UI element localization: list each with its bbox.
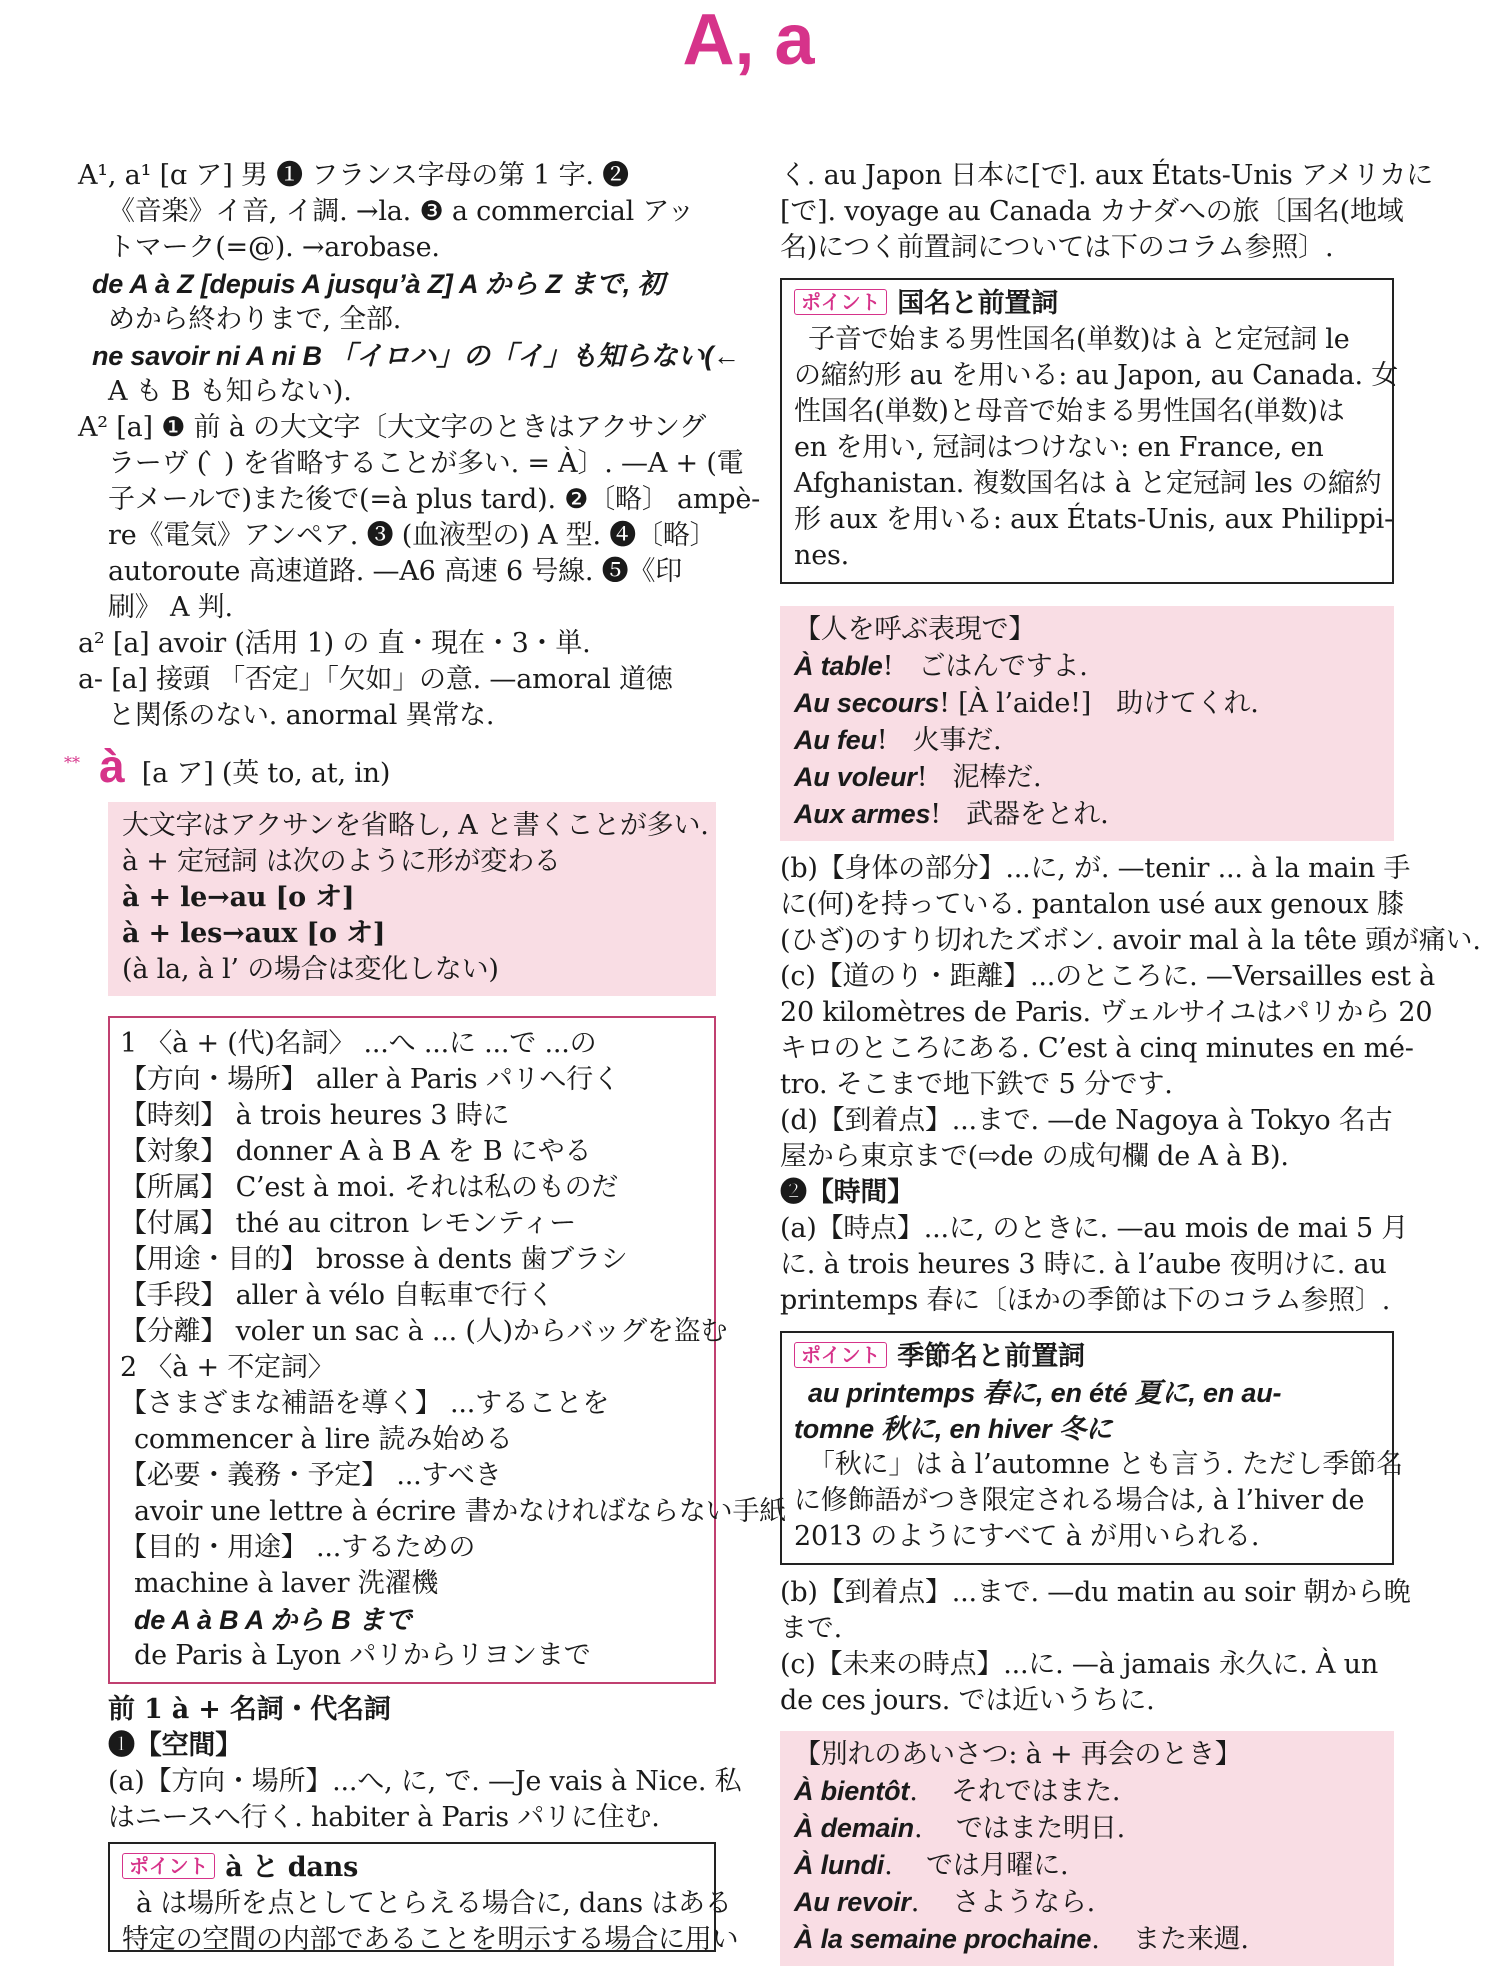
call-row [794, 685, 1380, 722]
call-meaning: 火事だ. [912, 725, 1002, 756]
farewell-meaning: それではまた. [951, 1776, 1121, 1807]
phrase-ne-savoir: ne savoir ni A ni B 「イロハ」の「イ」も知らない(← [92, 341, 740, 371]
usage-line: 2 〈à + 不定詞〉 [120, 1352, 335, 1383]
call-expressions-box [780, 606, 1394, 841]
call-phrase: Au voleur [794, 762, 917, 792]
note-line: à + le→au [o オ] [122, 882, 355, 913]
call-phrase: Au secours [794, 688, 940, 718]
page-title: A, a [682, 0, 815, 80]
point-header [794, 286, 1380, 322]
note-line: à + les→aux [o オ] [122, 918, 386, 949]
call-phrase: À table [794, 651, 883, 681]
call-meaning: 助けてくれ. [1116, 688, 1259, 719]
entry-a2-line-2: ラーヴ ( ̀ ) を省略することが多い. = À〕. —A + (電 [108, 448, 744, 479]
farewell-row: À lundi. では月曜に. [794, 1850, 1069, 1881]
sense-line: (c)【未来の時点】...に. —à jamais 永久に. À un [780, 1649, 1379, 1680]
farewell-title: 【別れのあいさつ: à + 再会のとき】 [794, 1739, 1242, 1770]
call-meaning: ごはんですよ. [918, 651, 1088, 682]
usage-line: 【対象】 donner A à B A を B にやる [120, 1136, 592, 1167]
farewell-phrase: À bientôt [794, 1776, 910, 1806]
note-line: à + 定冠詞 は次のように形が変わる [122, 846, 561, 877]
usage-line: avoir une lettre à écrire 書かなければならない手紙 [134, 1496, 787, 1527]
point-line: の縮約形 au を用いる: au Japon, au Canada. 女 [794, 360, 1399, 391]
sense-heading-time: ❷【時間】 [780, 1177, 914, 1208]
sense-line: はニースへ行く. habiter à Paris パリに住む. [108, 1802, 660, 1833]
sense-continued-2 [780, 1575, 1411, 1719]
usage-line: 【目的・用途】 ...するための [120, 1532, 476, 1563]
sense-line: 屋から東京まで(⇨de の成句欄 de A à B). [780, 1141, 1289, 1172]
importance-stars: ** [64, 753, 80, 772]
entry-a1-line-7: A も B も知らない). [108, 376, 352, 407]
sense-line: (c)【道のり・距離】...のところに. —Versailles est à [780, 961, 1436, 992]
farewell-phrase: Au revoir [794, 1887, 911, 1917]
farewell-meaning: ではまた明日. [955, 1813, 1126, 1844]
farewell-phrase: À demain [794, 1813, 914, 1843]
point-line: à は場所を点としてとらえる場合に, dans はある [136, 1888, 732, 1919]
usage-line: 【付属】 thé au citron レモンティー [120, 1208, 577, 1239]
sense-line: (ひざ)のすり切れたズボン. avoir mal à la tête 頭が痛い. [780, 925, 1481, 956]
farewell-meaning: では月曜に. [926, 1850, 1069, 1881]
call-box-title: 【人を呼ぶ表現で】 [794, 614, 1036, 645]
phrase-de-a-a-z: de A à Z [depuis A jusqu’à Z] A から Z まで, 初 [92, 269, 665, 299]
sense-line: キロのところにある. C’est à cinq minutes en mé- [780, 1033, 1414, 1064]
usage-line: 【分離】 voler un sac à ... (人)からバッグを盗む [120, 1316, 728, 1347]
sense-line: に. à trois heures 3 時に. à l’aube 夜明けに. au [780, 1249, 1387, 1280]
entry-a2-line-3: 子メールで)また後で(=à plus tard). ❷〔略〕 ampè- [108, 484, 761, 515]
sense-line: de ces jours. では近いうちに. [780, 1685, 1155, 1716]
note-line: (à la, à l’ の場合は変化しない) [122, 954, 499, 985]
point-header [794, 1339, 1380, 1375]
call-row [794, 648, 1380, 685]
point-line: 「秋に」は à l’automne とも言う. ただし季節名 [808, 1449, 1403, 1480]
right-column [780, 158, 1481, 1966]
point-title: 国名と前置詞 [897, 288, 1059, 319]
usage-line: commencer à lire 読み始める [134, 1424, 513, 1455]
usage-line: de Paris à Lyon パリからリヨンまで [134, 1640, 591, 1671]
sense-line: (b)【身体の部分】...に, が. —tenir ... à la main 手 [780, 853, 1411, 884]
left-column [64, 158, 787, 1955]
point-line: en を用い, 冠詞はつけない: en France, en [794, 432, 1324, 463]
farewell-row: À demain. ではまた明日. [794, 1813, 1126, 1844]
headword-pronunciation: [a ア] (英 to, at, in) [141, 758, 391, 789]
sense-heading: 前 1 à + 名詞・代名詞 [108, 1694, 391, 1725]
point-header [122, 1850, 702, 1886]
usage-line: 【手段】 aller à vélo 自転車で行く [120, 1280, 555, 1311]
entry-a1 [78, 158, 740, 410]
entry-a2-line-1: A² [a] ❶ 前 à の大文字〔大文字のときはアクサング [78, 412, 707, 443]
sense-line: tro. そこまで地下鉄で 5 分です. [780, 1069, 1173, 1100]
sense-line: (a)【時点】...に, のときに. —au mois de mai 5 月 [780, 1213, 1409, 1244]
right-line: [で]. voyage au Canada カナダへの旅〔国名(地域 [780, 196, 1404, 227]
entry-prefix-line-1: a- [a] 接頭 「否定」「欠如」の意. —amoral 道徳 [78, 664, 673, 695]
headword: à [99, 740, 125, 792]
call-punct: ! [916, 762, 928, 793]
right-line: 名)につく前置詞については下のコラム参照〕. [780, 232, 1334, 263]
usage-summary-box [108, 1016, 787, 1684]
farewell-phrase: À lundi [794, 1850, 885, 1880]
entry-a2-line-6: 刷》 A 判. [108, 592, 233, 623]
usage-line: 【所属】 C’est à moi. それは私のものだ [120, 1172, 619, 1203]
right-line: く. au Japon 日本に[で]. aux États-Unis アメリカに [780, 160, 1434, 191]
call-phrase: Au feu [794, 725, 877, 755]
usage-line: 【時刻】 à trois heures 3 時に [120, 1100, 510, 1131]
farewell-box [780, 1731, 1394, 1966]
entry-a1-line-2: 《音楽》イ音, イ調. →la. ❸ a commercial アッ [108, 196, 695, 227]
call-meaning: 武器をとれ. [966, 799, 1109, 830]
sense-section [108, 1692, 742, 1836]
point-line: に修飾語がつき限定される場合は, à l’hiver de [794, 1485, 1365, 1516]
call-punct: ! [À l’aide!] [939, 688, 1092, 719]
point-tag: ポイント [794, 1342, 887, 1368]
point-line: 性国名(単数)と母音で始まる男性国名(単数)は [794, 396, 1345, 427]
call-punct: ! [930, 799, 941, 830]
usage-line: 【方向・場所】 aller à Paris パリへ行く [120, 1064, 620, 1095]
call-row [794, 796, 1380, 833]
usage-line: 1 〈à + (代)名詞〉 ...へ ...に ...で ...の [120, 1028, 597, 1059]
usage-line: machine à laver 洗濯機 [134, 1568, 439, 1599]
sense-space: ❶【空間】 [108, 1730, 242, 1761]
farewell-row: À bientôt. それではまた. [794, 1776, 1121, 1807]
usage-line: de A à B A から B まで [134, 1605, 412, 1635]
sense-continued [780, 851, 1481, 1319]
entry-a2-avoir: a² [a] avoir (活用 1) の 直・現在・3・単. [78, 628, 591, 659]
point-line: Afghanistan. 複数国名は à と定冠詞 les の縮約 [794, 468, 1382, 499]
sense-line: 20 kilomètres de Paris. ヴェルサイユはパリから 20 [780, 997, 1433, 1028]
point-box-country [780, 278, 1399, 584]
point-line: tomne 秋に, en hiver 冬に [794, 1414, 1113, 1444]
point-line: 形 aux を用いる: aux États-Unis, aux Philippi- [794, 504, 1394, 535]
entry-prefix-line-2: と関係のない. anormal 異常な. [108, 700, 495, 731]
point-box-season [780, 1331, 1403, 1565]
call-row [794, 759, 1380, 796]
headword-row [64, 740, 728, 792]
usage-line: 【用途・目的】 brosse à dents 歯ブラシ [120, 1244, 628, 1275]
call-phrase: Aux armes [794, 799, 931, 829]
entry-a1-line-1: A¹, a¹ [ɑ ア] 男 ❶ フランス字母の第 1 字. ❷ [78, 160, 629, 191]
sense-line: まで. [780, 1613, 842, 1644]
point-tag: ポイント [794, 289, 887, 315]
call-row [794, 722, 1380, 759]
farewell-meaning: また来週. [1133, 1924, 1249, 1955]
point-line: 2013 のようにすべて à が用いられる. [794, 1521, 1260, 1552]
entry-a2 [78, 410, 761, 626]
farewell-row: À la semaine prochaine. また来週. [794, 1924, 1249, 1955]
point-line: 子音で始まる男性国名(単数)は à と定冠詞 le [808, 324, 1350, 355]
point-line: nes. [794, 540, 850, 571]
point-line: au printemps 春に, en été 夏に, en au- [808, 1378, 1282, 1408]
sense-line: に(何)を持っている. pantalon usé aux genoux 膝 [780, 889, 1404, 920]
note-contraction-box [108, 802, 716, 996]
entry-a2-line-5: autoroute 高速道路. —A6 高速 6 号線. ❺《印 [108, 556, 683, 587]
farewell-meaning: さようなら. [952, 1887, 1096, 1918]
sense-line: printemps 春に〔ほかの季節は下のコラム参照〕. [780, 1285, 1391, 1316]
usage-line: 【必要・義務・予定】 ...すべき [120, 1460, 502, 1491]
entry-a1-line-5: めから終わりまで, 全部. [108, 304, 402, 335]
sense-line: (d)【到着点】...まで. —de Nagoya à Tokyo 名古 [780, 1105, 1393, 1136]
point-tag: ポイント [122, 1853, 215, 1879]
note-line: 大文字はアクサンを省略し, A と書くことが多い. [122, 810, 709, 841]
entry-a1-line-3: トマーク(=@). →arobase. [108, 232, 440, 263]
usage-line: 【さまざまな補語を導く】 ...することを [120, 1388, 610, 1419]
call-punct: ! [882, 651, 894, 682]
sense-line: (b)【到着点】...まで. —du matin au soir 朝から晩 [780, 1577, 1411, 1608]
point-title: 季節名と前置詞 [897, 1341, 1085, 1372]
point-title: à と dans [225, 1852, 359, 1883]
sense-line: (a)【方向・場所】...へ, に, で. —Je vais à Nice. 私 [108, 1766, 742, 1797]
call-punct: ! [876, 725, 888, 756]
point-line: 特定の空間の内部であることを明示する場合に用い [122, 1924, 739, 1955]
entry-a2-line-4: re《電気》アンペア. ❸ (血液型の) A 型. ❹〔略〕 [108, 520, 717, 551]
call-meaning: 泥棒だ. [952, 762, 1042, 793]
farewell-phrase: À la semaine prochaine [794, 1924, 1092, 1954]
farewell-row: Au revoir. さようなら. [794, 1887, 1096, 1918]
point-box-a-dans [108, 1842, 739, 1955]
